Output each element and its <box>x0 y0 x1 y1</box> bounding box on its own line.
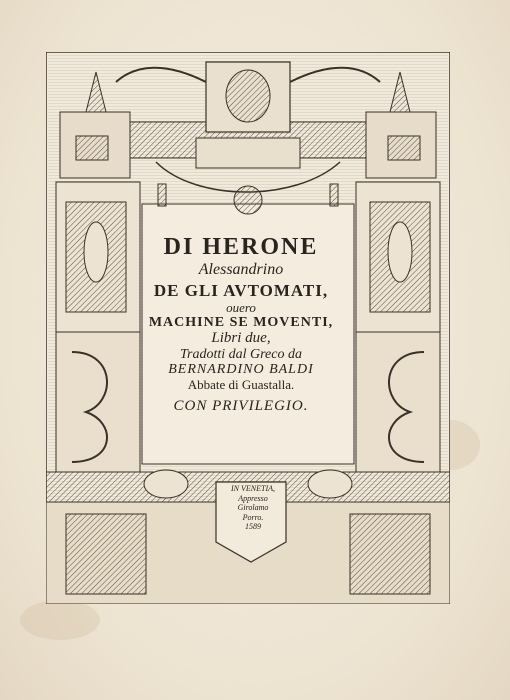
imprint-appresso: Appresso <box>238 493 268 503</box>
title-subtitle: MACHINE SE MOVENTI, <box>148 314 334 330</box>
title-translator-role: Abbate di Guastalla. <box>187 376 295 392</box>
title-block <box>116 234 366 414</box>
title-translated: Tradotti dal Greco da <box>180 346 302 362</box>
title-main: DE GLI AVTOMATI, <box>153 280 329 300</box>
title-epithet: Alessandrino <box>198 261 284 279</box>
imprint-printer-first: Girolamo <box>237 503 269 513</box>
title-author: DI HERONE <box>163 234 319 260</box>
imprint-printer-last: Porro. <box>242 512 264 522</box>
title-translator: BERNARDINO BALDI <box>168 362 314 378</box>
title-privilege: CON PRIVILEGIO. <box>173 397 309 414</box>
title-books: Libri due, <box>211 330 271 347</box>
imprint-year: 1589 <box>245 522 261 532</box>
imprint-city: IN VENETIA, <box>231 484 275 493</box>
paper-stain <box>20 600 100 640</box>
imprint-shield <box>222 480 284 558</box>
title-ouero: ouero <box>226 299 256 315</box>
